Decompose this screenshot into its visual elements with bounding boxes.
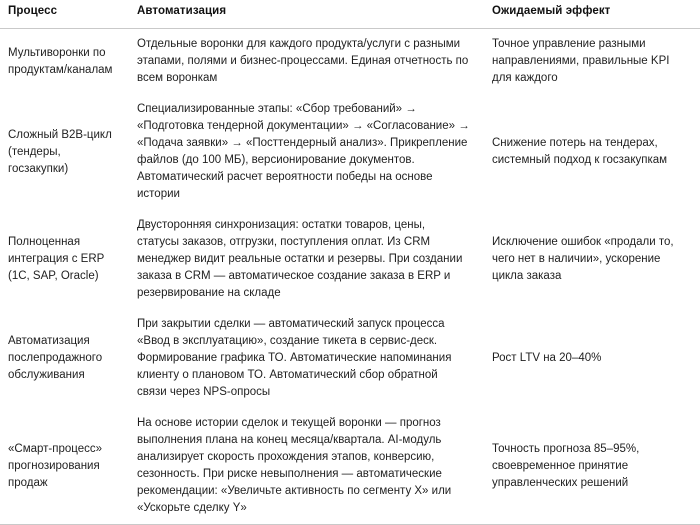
effect-cell: Точность прогноза 85–95%, своевременное принятие управленческих решений bbox=[492, 408, 700, 525]
automation-cell: На основе истории сделок и текущей воронки — прогноз выполнения плана на конец месяца/квартала. AI-модуль анализирует скорость прохождения этапов, конверсию, сезонность. При риске невыполнения — автоматические рекомендации: «Увеличьте активность по сегменту X» или «Ускорьте сделку Y» bbox=[137, 408, 492, 525]
process-cell: Мультиворонки по продуктам/каналам bbox=[8, 46, 113, 76]
column-header-process: Процесс bbox=[0, 0, 137, 29]
process-cell: Сложный B2B-цикл (тендеры, госзакупки) bbox=[8, 128, 112, 175]
automation-cell: При закрытии сделки — автоматический запуск процесса «Ввод в эксплуатацию», создание тикета в сервис-деск. Формирование графика ТО. Автоматические напоминания клиенту о плановом ТО. Автоматический сбор обратной связи через NPS-опросы bbox=[137, 318, 452, 398]
process-cell: Полноценная интеграция с ERP (1C, SAP, Oracle) bbox=[8, 236, 105, 282]
effect-cell: Точное управление разными направлениями, правильные KPI для каждого bbox=[492, 38, 670, 84]
effect-cell: Исключение ошибок «продали то, чего нет в наличии», ускорение цикла заказа bbox=[492, 236, 674, 282]
process-cell: «Смарт-процесс» прогнозирования продаж bbox=[0, 408, 137, 525]
automation-cell: Отдельные воронки для каждого продукта/услуги с разными этапами, полями и бизнес-процессами. Единая отчетность по всем воронкам bbox=[137, 38, 469, 84]
header-row bbox=[0, 0, 700, 29]
effect-cell: Рост LTV на 20–40% bbox=[492, 352, 602, 364]
automation-cell: Специализированные этапы: «Сбор требований» → «Подготовка тендерной документации» → «Согласование» → «Подача заявки» → «Посттендерный анализ». Прикрепление файлов (до 100 МБ), версионирование документов. Автоматический расчет вероятности победы на основе истории bbox=[137, 103, 470, 200]
table-row bbox=[0, 408, 700, 525]
column-header-effect: Ожидаемый эффект bbox=[492, 0, 700, 29]
process-cell: Автоматизация послепродажного обслуживания bbox=[8, 335, 103, 381]
table-row bbox=[0, 210, 700, 309]
table-row bbox=[0, 29, 700, 95]
table-row bbox=[0, 94, 700, 210]
table-row bbox=[0, 309, 700, 408]
automation-cell: Двусторонняя синхронизация: остатки товаров, цены, статусы заказов, отгрузки, поступления оплат. Из CRM менеджер видит реальные остатки и резервы. При создании заказа в CRM — автоматическое создание заказа в ERP и резервирование на складе bbox=[137, 219, 463, 299]
column-header-automation: Автоматизация bbox=[137, 0, 492, 29]
effect-cell: Снижение потерь на тендерах, системный подход к госзакупкам bbox=[492, 137, 668, 166]
